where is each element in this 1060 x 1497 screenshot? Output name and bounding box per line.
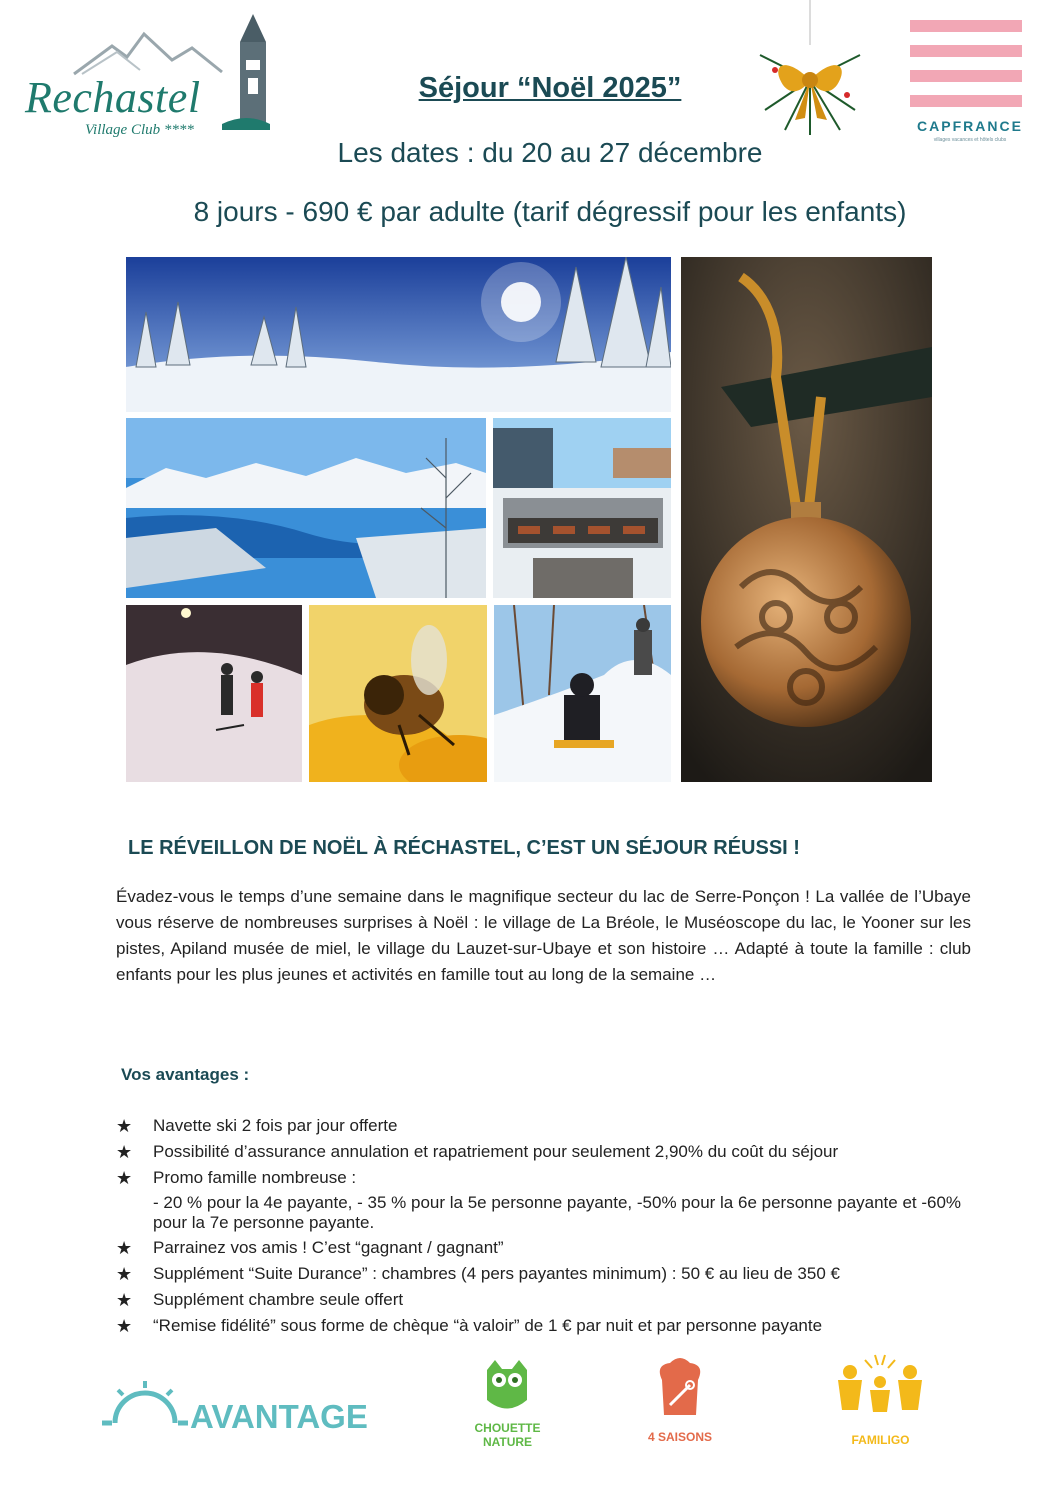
brand-subtitle: Village Club **** <box>85 122 194 138</box>
christmas-bauble-photo <box>681 257 932 782</box>
child-sledge-photo <box>494 605 671 782</box>
intro-paragraph: Évadez-vous le temps d’une semaine dans le magnifique secteur du lac de Serre-Ponçon ! La vallée de l’Ubaye vous réserve de nombreuses surprises à Noël : le village de La Bréole, le Muséoscope du lac, le Yooner sur les pistes, Apiland musée de miel, le village du Lauzet-sur-Ubaye et son histoire … Adapté à toute la famille : club enfants pour les plus jeunes et activités en famille tout au long de la semaine … <box>116 887 971 984</box>
brand-name: Rechastel <box>25 73 201 122</box>
sunrise-icon <box>100 1378 190 1438</box>
family-icon <box>830 1350 930 1420</box>
chouette-label-line2: NATURE <box>482 1435 533 1449</box>
star-icon: ★ <box>116 1168 133 1188</box>
barbecue-snow-photo <box>493 418 671 598</box>
owl-icon <box>477 1355 537 1415</box>
saisons-label: 4 SAISONS <box>647 1430 713 1444</box>
4-saisons-logo <box>635 1355 725 1450</box>
snowy-forest-photo <box>126 257 671 412</box>
star-icon: ★ <box>116 1142 133 1162</box>
list-item: ★ Supplément “Suite Durance” : chambres (4 pers payantes minimum) : 50 € au lieu de 350 € <box>116 1261 976 1287</box>
chouette-nature-logo <box>465 1355 550 1455</box>
list-item: ★ Navette ski 2 fois par jour offerte <box>116 1113 976 1139</box>
lake-serre-poncon-photo <box>126 418 486 598</box>
section-headline: LE RÉVEILLON DE NOËL À RÉCHASTEL, C’EST UN SÉJOUR RÉUSSI ! <box>128 837 800 859</box>
familigo-logo <box>828 1350 933 1450</box>
christmas-bow-ornament-icon <box>755 0 865 160</box>
star-icon: ★ <box>116 1264 133 1284</box>
capfrance-wordmark: CAPFRANCE <box>917 118 1023 134</box>
avantage-label: AVANTAGE <box>190 1398 368 1435</box>
list-item: ★ Supplément chambre seule offert <box>116 1287 976 1313</box>
chouette-label-line1: CHOUETTE <box>474 1421 541 1435</box>
capfrance-tagline: villages vacances et hôtels clubs <box>933 137 1007 143</box>
stay-dates: Les dates : du 20 au 27 décembre <box>337 137 763 168</box>
list-item: ★ Parrainez vos amis ! C’est “gagnant / gagnant” <box>116 1235 976 1261</box>
list-item: ★ “Remise fidélité” sous forme de chèque “à valoir” de 1 € par nuit et par personne payante <box>116 1313 976 1339</box>
star-icon: ★ <box>116 1116 133 1136</box>
list-item: ★ Promo famille nombreuse : - 20 % pour la 4e payante, - 35 % pour la 5e personne payante, -50% pour la 6e personne payante et -60% pour la 7e personne payante. <box>116 1165 976 1235</box>
avantage-logo <box>100 1378 400 1448</box>
stripes-icon <box>905 18 1030 118</box>
star-icon: ★ <box>116 1290 133 1310</box>
page-title: Séjour “Noël 2025” <box>418 72 682 104</box>
advantages-list <box>116 1113 976 1339</box>
family-promo-details: - 20 % pour la 4e payante, - 35 % pour la 5e personne payante, -50% pour la 6e personne payante et -60% pour la 7e personne payante. <box>153 1193 962 1232</box>
list-item: ★ Possibilité d’assurance annulation et rapatriement pour seulement 2,90% du coût du séjour <box>116 1139 976 1165</box>
bee-flower-photo <box>309 605 487 782</box>
star-icon: ★ <box>116 1316 133 1336</box>
chef-hat-icon <box>650 1355 710 1420</box>
star-icon: ★ <box>116 1238 133 1258</box>
advantages-title: Vos avantages : <box>121 1065 250 1084</box>
stay-price: 8 jours - 690 € par adulte (tarif dégressif pour les enfants) <box>193 196 907 227</box>
familigo-label: FAMILIGO <box>851 1433 910 1447</box>
night-skiing-photo <box>126 605 302 782</box>
